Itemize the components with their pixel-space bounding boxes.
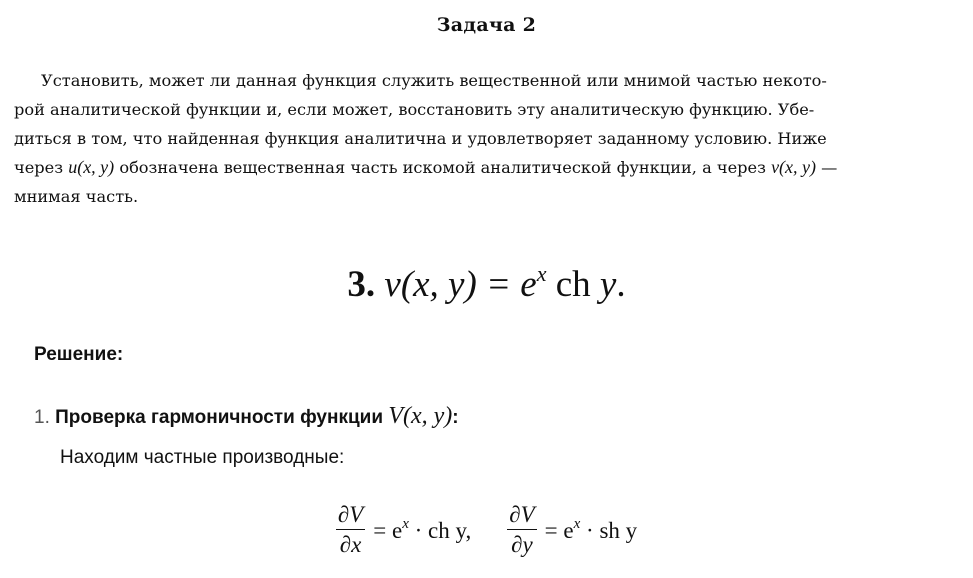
- rhs-2: [545, 516, 637, 544]
- problem-formula: [0, 249, 973, 310]
- rhs-2-prefix: = e: [544, 517, 574, 543]
- problem-exponent: x: [536, 261, 547, 286]
- rhs-1-prefix: = e: [373, 517, 403, 543]
- step-1-function: V(x, y): [388, 403, 453, 429]
- rhs-1-exponent: x: [402, 515, 409, 532]
- problem-statement: [14, 66, 954, 211]
- rhs-1-rest: · ch y,: [408, 517, 472, 543]
- statement-v-notation: v(x, y): [771, 157, 817, 177]
- fraction-dv-dy: [507, 500, 536, 559]
- fraction-1-numerator: ∂V: [337, 502, 364, 527]
- step-1-colon: :: [452, 407, 459, 428]
- step-1-title: Проверка гармоничности функции: [55, 407, 389, 428]
- statement-line-2: рой аналитической функции и, если может, восстановить эту аналитическую функцию. Убе-: [14, 100, 815, 119]
- rhs-2-rest: · sh y: [580, 517, 638, 543]
- step-1-heading: [34, 403, 459, 430]
- statement-line-4-middle: обозначена вещественная часть искомой аналитической функции, а через: [114, 158, 772, 177]
- statement-line-1: Установить, может ли данная функция служить вещественной или мнимой частью некото-: [41, 71, 827, 90]
- problem-function: ch: [546, 264, 600, 305]
- problem-variable: y: [599, 264, 617, 305]
- problem-end: .: [616, 264, 626, 305]
- fraction-2-denominator: ∂y: [511, 532, 533, 558]
- fraction-1-denominator: ∂x: [339, 532, 362, 558]
- statement-u-notation: u(x, y): [68, 157, 115, 177]
- fraction-2-numerator: ∂V: [509, 502, 535, 527]
- statement-line-4: [14, 153, 954, 182]
- fraction-dv-dx: [336, 500, 365, 559]
- rhs-1: [373, 516, 471, 544]
- step-1-text: Находим частные производные:: [60, 447, 345, 468]
- statement-line-4-suffix: —: [816, 158, 838, 177]
- statement-line-3: диться в том, что найденная функция аналитична и удовлетворяет заданному условию. Ниже: [14, 129, 827, 148]
- problem-lhs: v(x, y) = e: [384, 264, 537, 305]
- statement-line-5: мнимая часть.: [14, 187, 139, 206]
- solution-heading: Решение:: [34, 344, 124, 365]
- task-title: Задача 2: [436, 14, 537, 36]
- partial-derivatives-formula: [0, 500, 973, 559]
- problem-number: 3.: [347, 264, 376, 305]
- rhs-2-exponent: x: [573, 515, 581, 532]
- statement-line-4-prefix: через: [14, 158, 69, 177]
- step-1-number: 1.: [34, 407, 50, 428]
